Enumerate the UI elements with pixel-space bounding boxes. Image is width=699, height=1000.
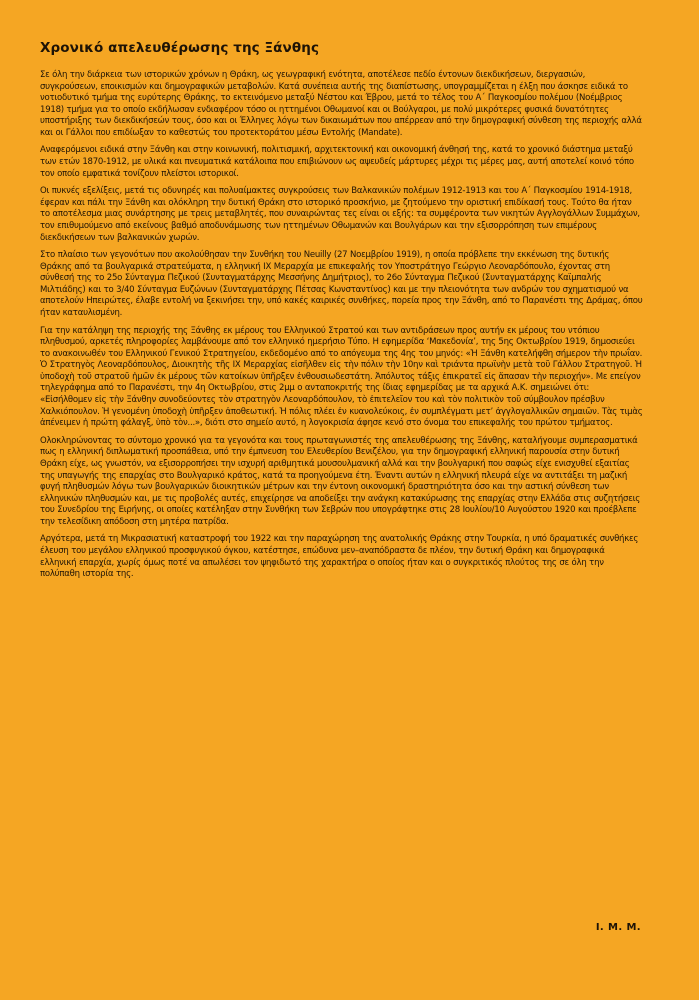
author-signature: Ι. Μ. Μ. [595, 922, 641, 933]
article-paragraph: Στο πλαίσιο των γεγονότων που ακολούθησαν την Συνθήκη του Neuilly (27 Νοεμβρίου 1919), η οποία πρόβλεπε την εκκένωση της δυτικής Θράκης από τα βουλγαρικά στρατεύματα, η ελληνική ΙΧ Μεραρχία με επικεφαλής τον Υποστράτηγο Γεώργιο Λεοναρδόπουλο, έχοντας στη σύνθεσή της το 25ο Σύνταγμα Πεζικού (Συνταγματάρχης Μεσσήνης Δημήτριος), το 26ο Σύνταγμα Πεζικού (Συνταγματάρχης Καϊμπαλής Μιλτιάδης) και το 3/40 Σύνταγμα Ευζώνων (Συνταγματάρχης Πέτσας Κωνσταντίνος) και με την πλειονότητα των ανδρών του σχηματισμού να αποτελούν Ηπειρώτες, έλαβε εντολή να ξεκινήσει την, υπό κακές καιρικές συνθήκες, πορεία προς την Ξάνθη, από το Παρανέστι της Δράμας, όπου ήταν καταυλισμένη. [40, 250, 643, 318]
article-paragraph: Ολοκληρώνοντας το σύντομο χρονικό για τα γεγονότα και τους πρωταγωνιστές της απελευθέρωσης της Ξάνθης, καταλήγουμε συμπερασματικά πως η ελληνική διπλωματική προσπάθεια, υπό την έμπνευση του Ελευθερίου Βενιζέλου, για την δημογραφική ελληνική παρουσία στην δυτική Θράκη είχε, ως γνωστόν, να εξισορροπήσει την ισχυρή αριθμητικά μουσουλμανική αλλά και την βουλγαρική που σαφώς είχε ενισχυθεί εξαιτίας της υπαγωγής της επαρχίας στο Βουλγαρικό κράτος, κατά τα προηγούμενα έτη. Έναντι αυτών η ελληνική πλευρά είχε να αντιτάξει τη μαζική φυγή πληθυσμών λόγω των βουλγαρικών διοικητικών μέτρων και την έντονη οικονομική δραστηριότητα όσο και την αστική σύνθεση των ελληνικών πληθυσμών και, με τις προβολές αυτές, επιχείρησε να αποδείξει την ανάγκη κατακύρωσης της επαρχίας στην Ελλάδα στις συζητήσεις του Συνεδρίου της Ειρήνης, οι οποίες κατέληξαν στην Συνθήκη των Σεβρών που υπογράφτηκε στις 28 Ιουλίου/10 Αυγούστου 1920 και προέβλεπε την τελεσίδικη απόδοση στη μητέρα πατρίδα. [40, 435, 641, 527]
article-paragraph: Αναφερόμενοι ειδικά στην Ξάνθη και στην κοινωνική, πολιτισμική, αρχιτεκτονική και οικονομική άνθησή της, κατά το χρονικό διάστημα μεταξύ των ετών 1870-1912, με υλικά και πνευματικά κατάλοιπα που επιβιώνουν ως αψευδείς μάρτυρες μέχρι τις μέρες μας, αυτή αποτελεί κοινό τόπο τον οποίο εμφατικά τονίζουν πλείστοι ιστορικοί. [40, 145, 634, 179]
article-paragraph: Για την κατάληψη της περιοχής της Ξάνθης εκ μέρους του Ελληνικού Στρατού και των αντιδράσεων προς αυτήν εκ μέρους του ντόπιου πληθυσμού, αρκετές πληροφορίες λαμβάνουμε από τον ελληνικό ημερήσιο Τύπο. Η εφημερίδα ‘Μακεδονία’, της 5ης Οκτωβρίου 1919, δημοσιεύει το ανακοινωθέν του Ελληνικού Γενικού Στρατηγείου, εκδεδομένο από το απόγευμα της 4ης του μηνός: «Ἡ Ξάνθη κατελήφθη σήμερον τὴν πρωΐαν. Ὁ Στρατηγὸς Λεοναρδόπουλος, Διοικητὴς τῆς ΙΧ Μεραρχίας εἰσῆλθεν εἰς τὴν πόλιν τὴν 10ην καὶ τριάντα πρωϊνὴν μετὰ τοῦ Γάλλου Στρατηγοῦ. Ἡ ὑποδοχὴ τοῦ στρατοῦ ἡμῶν ἐκ μέρους τῶν κατοίκων ὑπῆρξεν ἐνθουσιωδεστάτη. Ἀπόλυτος τάξις ἐπικρατεῖ εἰς ἅπασαν τὴν περιοχήν». Με επείγον τηλεγράφημα από το Παρανέστι, την 4η Οκτωβρίου, στις 2μμ ο ανταποκριτής της ίδιας εφημερίδας με τα αρχικά Α.Κ. σημειώνει ότι: «Εἰσήλθομεν εἰς τὴν Ξάνθην συνοδεύοντες τὸν στρατηγὸν Λεοναρδόπουλον, τὸ ἐπιτελεῖον του καὶ τὸν πολιτικὸν τοῦ σύμβουλον πρέσβυν Χαλκιόπουλον. Ἡ γενομένη ὑποδοχὴ ὑπῆρξεν ἀποθεωτική. Ἡ πόλις πλέει ἐν κυανολεύκοις, ἐν συμπλέγματι μετ’ ἀγγλογαλλικῶν σημαιῶν. Τὰς τιμὰς ἀπένειμεν ἡ πρώτη φάλαγξ, ὑπὸ τὸν...», διότι στο σημείο αυτό, η λογοκρισία άφησε κενό στο όνομα του επικεφαλής του πρώτου τμήματος. [40, 325, 643, 429]
article-paragraph: Οι πυκνές εξελίξεις, μετά τις οδυνηρές και πολυαίμακτες συγκρούσεις των Βαλκανικών πολέμων 1912-1913 και του Α΄ Παγκοσμίου 1914-1918, έφεραν και πάλι την Ξάνθη και ολόκληρη την δυτική Θράκη στο ιστορικό προσκήνιο, με ζητούμενο την οριστική επιδίκασή τους. Τούτο θα ήταν το αποτέλεσμα μιας συνάρτησης με τρεις μεταβλητές, που συναιρώντας τες είναι οι εξής: τα συμφέροντα των νικητών Αγγλογάλλων Συμμάχων, τον επιθυμούμενο από εκείνους βαθμό αποδυνάμωσης των ηττημένων Οθωμανών και Βουλγάρων και την εξισορρόπηση των επιμέρους διεκδικήσεων των βαλκανικών χωρών. [40, 186, 640, 243]
article-title: Χρονικό απελευθέρωσης της Ξάνθης [40, 40, 320, 56]
article-paragraph: Σε όλη την διάρκεια των ιστορικών χρόνων η Θράκη, ως γεωγραφική ενότητα, αποτέλεσε πεδίο έντονων διεκδικήσεων, διεργασιών, συγκρούσεων, εποικισμών και δημογραφικών μεταβολών. Κατά συνέπεια αυτής της διαπίστωσης, υπογραμμίζεται η έλξη που άσκησε ειδικά το νοτιοδυτικό τμήμα της ευρύτερης Θράκης, το εκτεινόμενο μεταξύ Νέστου και Έβρου, μετά το τέλος του Α΄ Παγκοσμίου πολέμου (Νοέμβριος 1918) τμήμα για το οποίο εκδήλωσαν ενδιαφέρον τόσο οι ηττημένοι Οθωμανοί και οι Βούλγαροι, με πολύ μικρότερες φυσικά δυνατότητες υποστήριξης των διεκδικήσεών τους, όσο και οι Έλληνες λόγω των δικαιωμάτων που απέρρεαν από την δημογραφική σύνθεση της περιοχής αλλά και οι Γάλλοι που επιδίωξαν το καθεστώς του προτεκτοράτου μέσω Εντολής (Mandate). [40, 70, 642, 138]
article-paragraph: Αργότερα, μετά τη Μικρασιατική καταστροφή του 1922 και την παραχώρηση της ανατολικής Θράκης στην Τουρκία, η υπό δραματικές συνθήκες έλευση του μεγάλου ελληνικού προσφυγικού όγκου, κατέστησε, επώδυνα μεν–αναπόδραστα δε πλέον, την δυτική Θράκη και δημογραφικά ελληνική επαρχία, χωρίς όμως ποτέ να απωλέσει τον ψηφιδωτό της χαρακτήρα ο οποίος ήταν και ο συγκριτικός πλούτος της σε όλη την πολύπαθη ιστορία της. [40, 534, 639, 580]
